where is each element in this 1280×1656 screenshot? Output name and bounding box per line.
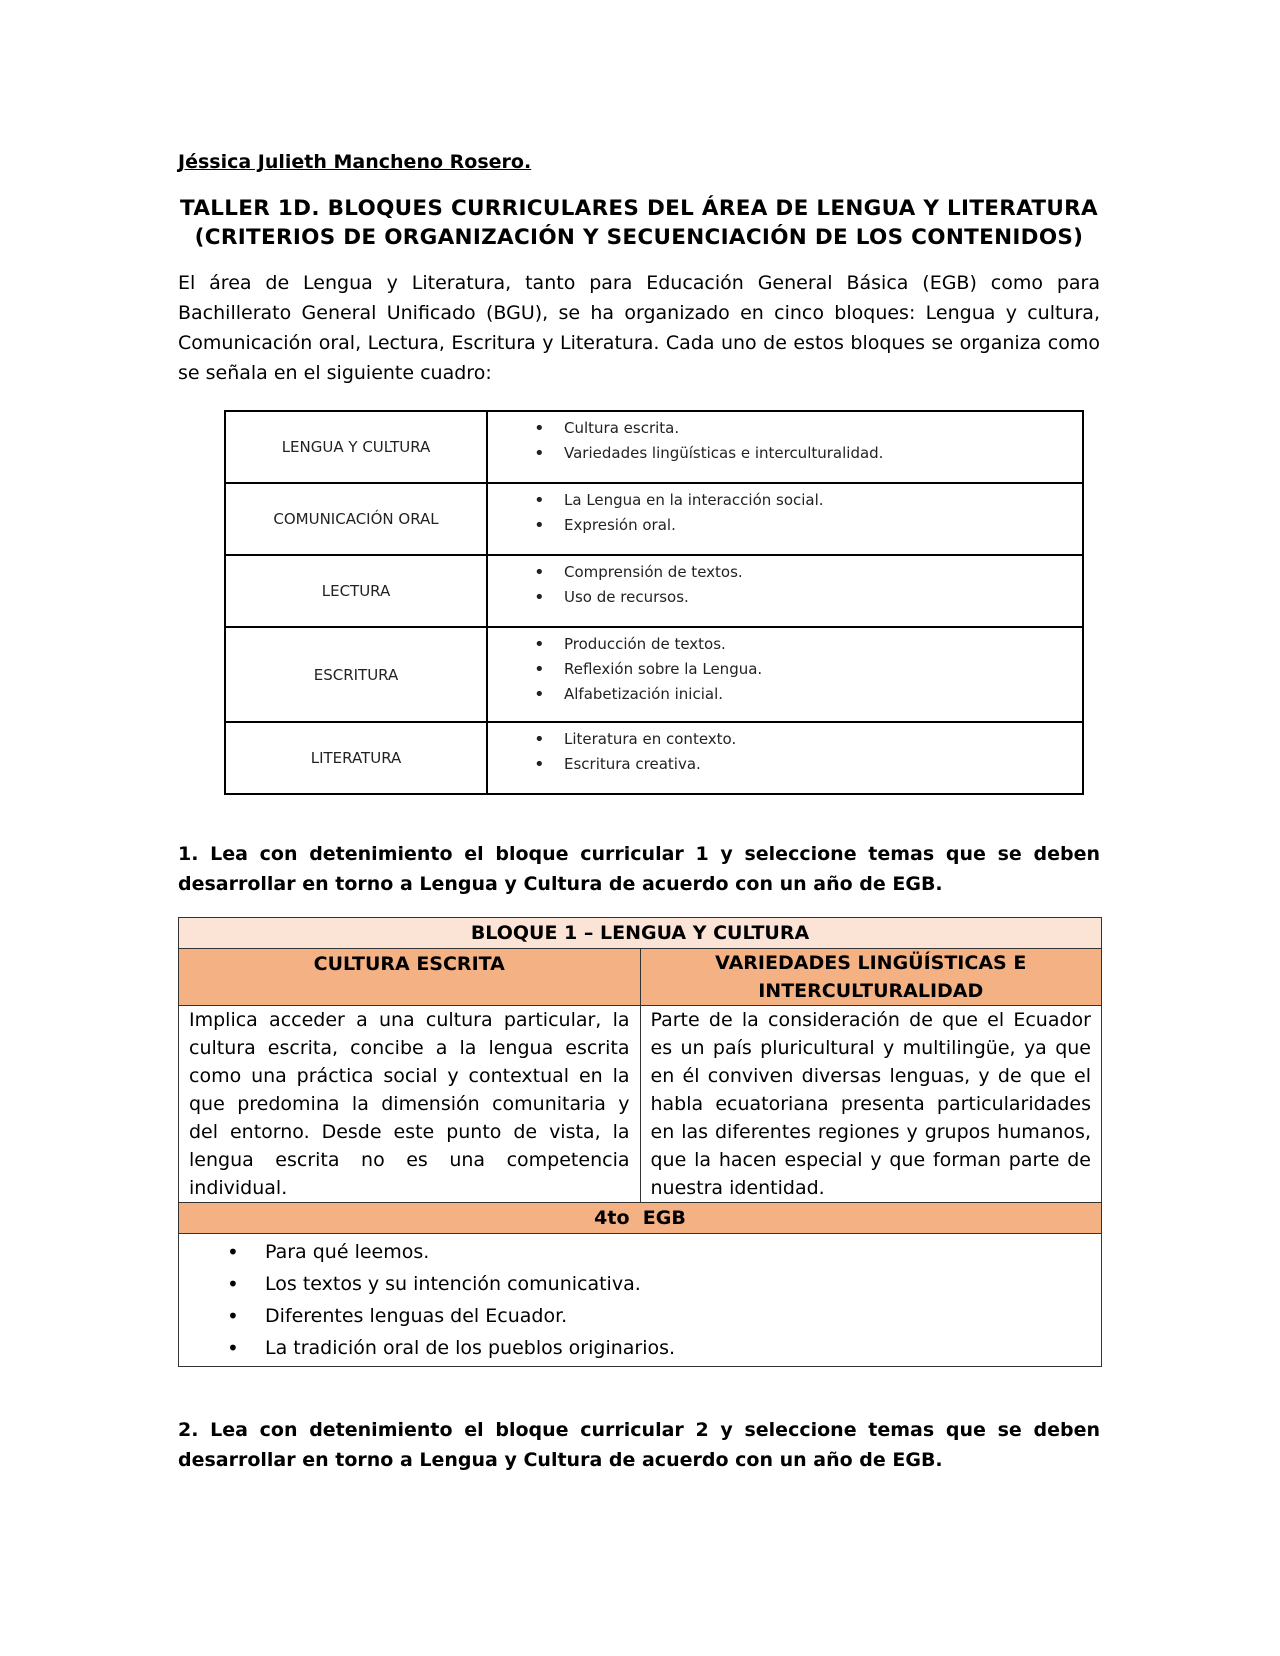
variedades-description: Parte de la consideración de que el Ecuador es un país pluricultural y multilingüe, ya que en él conviven diversas lenguas, y de que el habla ecuatoriana presenta particularidades en las diferentes regiones y grupos humanos, que la hacen especial y que forman parte de nuestra identidad. xyxy=(640,1006,1102,1203)
block-row xyxy=(225,411,1083,483)
topics-list xyxy=(179,1236,1101,1364)
topic-item: • Para qué leemos. xyxy=(265,1236,1101,1268)
block-item: • Uso de recursos. xyxy=(564,585,1082,610)
block-item: • Literatura en contexto. xyxy=(564,727,1082,752)
block-item: • Comprensión de textos. xyxy=(564,560,1082,585)
block-item: • Escritura creativa. xyxy=(564,752,1082,777)
block-items xyxy=(532,632,1082,707)
block-item: • Producción de textos. xyxy=(564,632,1082,657)
block-item: • Expresión oral. xyxy=(564,513,1082,538)
block-name: LECTURA xyxy=(225,555,487,627)
block-name: LITERATURA xyxy=(225,722,487,794)
block-row xyxy=(225,722,1083,794)
block-item: • Reflexión sobre la Lengua. xyxy=(564,657,1082,682)
block-item: • La Lengua en la interacción social. xyxy=(564,488,1082,513)
document-content xyxy=(178,148,1100,1475)
cultura-escrita-description: Implica acceder a una cultura particular, la cultura escrita, concibe a la lengua escrita como una práctica social y contextual en la que predomina la dimensión comunitaria y del entorno. Desde este punto de vista, la lengua escrita no es una competencia individual. xyxy=(179,1006,641,1203)
block-name: ESCRITURA xyxy=(225,627,487,722)
block-items xyxy=(532,488,1082,538)
block-item: • Variedades lingüísticas e interculturalidad. xyxy=(564,441,1082,466)
question-1: 1. Lea con detenimiento el bloque curricular 1 y seleccione temas que se deben desarrollar en torno a Lengua y Cultura de acuerdo con un año de EGB. xyxy=(178,843,1100,895)
column-title-cultura-escrita: CULTURA ESCRITA xyxy=(179,949,641,1006)
topic-item: • Los textos y su intención comunicativa. xyxy=(265,1268,1101,1300)
block-name: COMUNICACIÓN ORAL xyxy=(225,483,487,555)
block-items xyxy=(532,416,1082,466)
block-row xyxy=(225,627,1083,722)
question-2: 2. Lea con detenimiento el bloque curricular 2 y seleccione temas que se deben desarrollar en torno a Lengua y Cultura de acuerdo con un año de EGB. xyxy=(178,1419,1100,1471)
block-name: LENGUA Y CULTURA xyxy=(225,411,487,483)
block-items xyxy=(532,727,1082,777)
block-item: • Cultura escrita. xyxy=(564,416,1082,441)
bloque-1-header: BLOQUE 1 – LENGUA Y CULTURA xyxy=(179,918,1102,949)
bloque-1-table xyxy=(178,917,1102,1367)
block-row xyxy=(225,555,1083,627)
document-title: TALLER 1D. BLOQUES CURRICULARES DEL ÁREA DE LENGUA Y LITERATURA (CRITERIOS DE ORGANIZACIÓN Y SECUENCIACIÓN DE LOS CONTENIDOS) xyxy=(180,196,1098,250)
topic-item: • Diferentes lenguas del Ecuador. xyxy=(265,1300,1101,1332)
topic-item: • La tradición oral de los pueblos originarios. xyxy=(265,1332,1101,1364)
block-item: • Alfabetización inicial. xyxy=(564,682,1082,707)
grade-header: 4to EGB xyxy=(179,1203,1102,1234)
intro-paragraph: El área de Lengua y Literatura, tanto para Educación General Básica (EGB) como para Bachillerato General Unificado (BGU), se ha organizado en cinco bloques: Lengua y cultura, Comunicación oral, Lectura, Escritura y Literatura. Cada uno de estos bloques se organiza como se señala en el siguiente cuadro: xyxy=(178,272,1100,384)
block-items xyxy=(532,560,1082,610)
block-row xyxy=(225,483,1083,555)
author-name: Jéssica Julieth Mancheno Rosero. xyxy=(178,151,532,173)
column-title-variedades: VARIEDADES LINGÜÍSTICAS E INTERCULTURALIDAD xyxy=(640,949,1102,1006)
curricular-blocks-table xyxy=(224,410,1084,795)
